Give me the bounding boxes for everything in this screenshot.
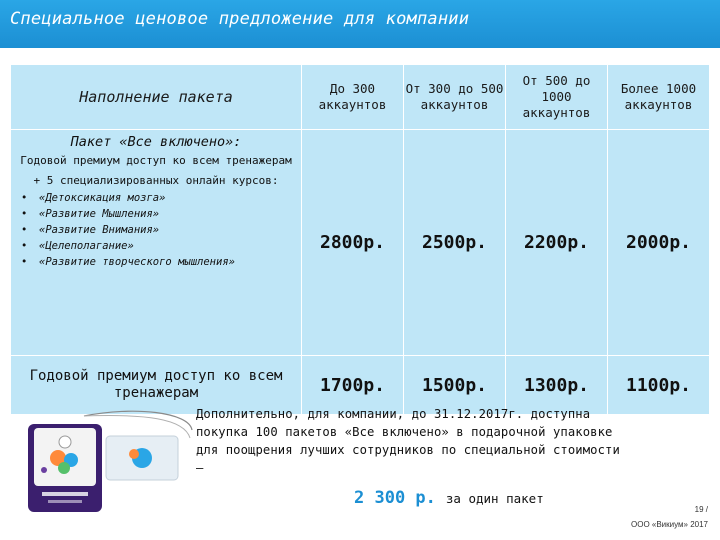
- price-cell: 1300р.: [506, 356, 607, 414]
- offer-amount: 2 300 р.: [354, 488, 436, 508]
- package-column-header: Наполнение пакета: [11, 65, 301, 129]
- gift-package-image: [14, 408, 194, 516]
- offer-unit: за один пакет: [445, 491, 544, 506]
- gift-card-icon: [14, 408, 194, 516]
- list-item: • «Целеполагание»: [39, 238, 295, 254]
- column-header: От 500 до 1000 аккаунтов: [506, 65, 607, 129]
- list-item: • «Детоксикация мозга»: [39, 190, 295, 206]
- list-item: • «Развитие Мышления»: [39, 206, 295, 222]
- table-header-row: [11, 65, 709, 129]
- note-line: для поощрения лучших сотрудников по специальной стоимости: [196, 443, 620, 457]
- price-cell: 2000р.: [608, 130, 709, 355]
- price-cell: 1100р.: [608, 356, 709, 414]
- column-header: От 300 до 500 аккаунтов: [404, 65, 505, 129]
- copyright: ООО «Викиум» 2017: [631, 520, 708, 529]
- additional-offer-text: [196, 405, 712, 477]
- price-cell: 2800р.: [302, 130, 403, 355]
- package-line: Годовой премиум доступ ко всем тренажерам: [20, 154, 292, 167]
- package-description-cell: Годовой премиум доступ ко всем тренажерам: [11, 356, 301, 414]
- price-table: [10, 64, 710, 415]
- page-title: Специальное ценовое предложение для компании: [10, 9, 470, 29]
- package-courses-intro: + 5 специализированных онлайн курсов:: [33, 174, 279, 187]
- course-list: [17, 190, 295, 270]
- list-item: • «Развитие творческого мышления»: [39, 254, 295, 270]
- price-cell: 1700р.: [302, 356, 403, 414]
- price-cell: 1500р.: [404, 356, 505, 414]
- package-title: Пакет «Все включено»:: [70, 134, 242, 150]
- table-row: [11, 130, 709, 355]
- column-header: До 300 аккаунтов: [302, 65, 403, 129]
- note-line: –: [196, 461, 204, 475]
- package-description-cell: [11, 130, 301, 355]
- page-number: 19 /: [694, 505, 708, 514]
- offer-price: [354, 488, 544, 508]
- column-header: Более 1000 аккаунтов: [608, 65, 709, 129]
- list-item: • «Развитие Внимания»: [39, 222, 295, 238]
- header-bar: [0, 0, 720, 48]
- note-line: Дополнительно, для компании, до 31.12.2017г. доступна: [196, 407, 591, 421]
- note-line: покупка 100 пакетов «Все включено» в подарочной упаковке: [196, 425, 613, 439]
- price-cell: 2200р.: [506, 130, 607, 355]
- price-cell: 2500р.: [404, 130, 505, 355]
